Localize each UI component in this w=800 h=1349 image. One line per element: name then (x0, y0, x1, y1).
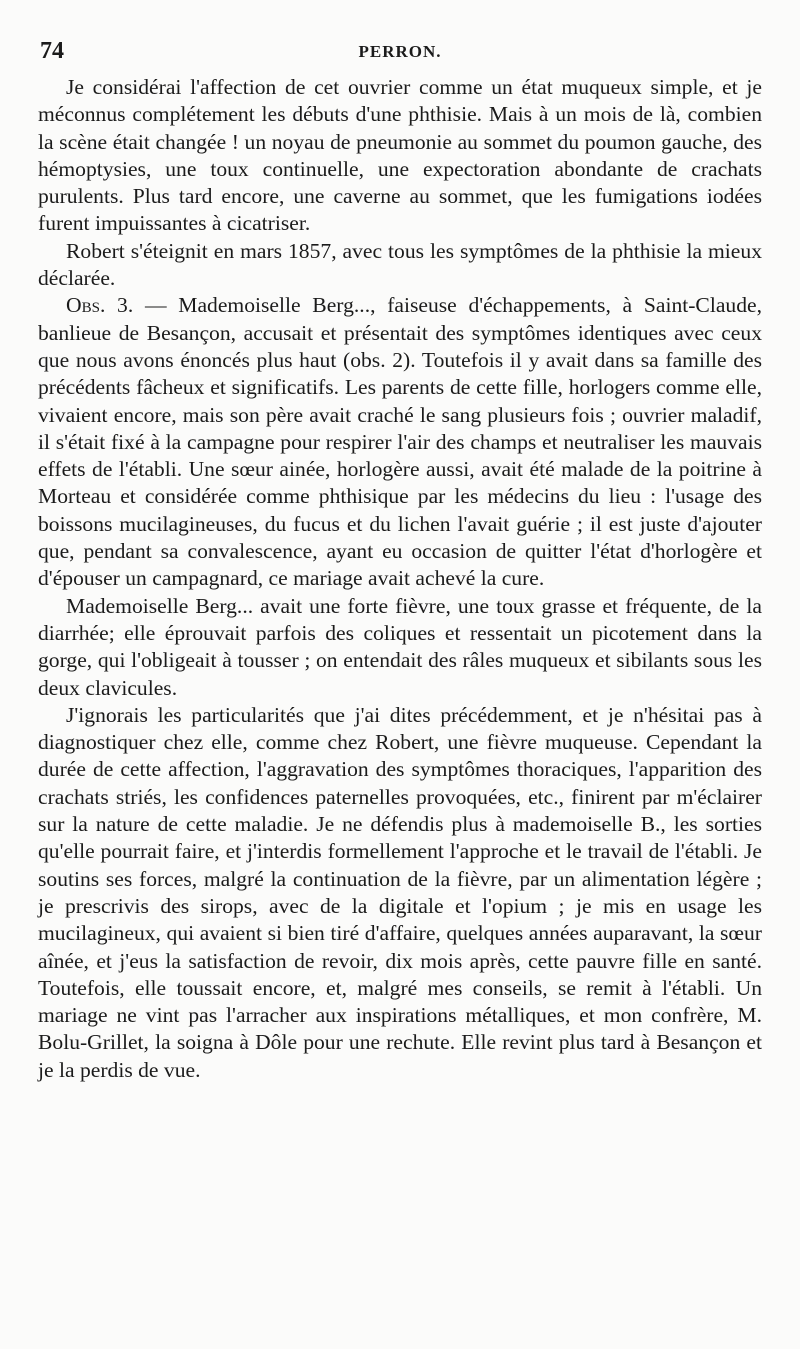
observation-paragraph (38, 292, 762, 592)
observation-text: — Mademoiselle Berg..., faiseuse d'échappements, à Saint-Claude, banlieue de Besançon, accusait et présentait des symptômes identiques avec ceux que nous avons énoncés plus haut (obs. 2). Toutefois il y avait dans sa famille des précédents fâcheux et significatifs. Les parents de cette fille, horlogers comme elle, vivaient encore, mais son père avait craché le sang plusieurs fois ; ouvrier maladif, il s'était fixé à la campagne pour respirer l'air des champs et neutraliser les mauvais effets de l'établi. Une sœur ainée, horlogère aussi, avait été malade de la poitrine à Morteau et considérée comme phthisique par les médecins du lieu : l'usage des boissons mucilagineuses, du fucus et du lichen l'avait guérie ; il est juste d'ajouter que, pendant sa convalescence, ayant eu occasion de quitter l'état d'horlogère et d'épouser un campagnard, ce mariage avait achevé la cure. (38, 293, 762, 591)
running-head: PERRON. (358, 42, 442, 61)
paragraph: Mademoiselle Berg... avait une forte fièvre, une toux grasse et fréquente, de la diarrhée; elle éprouvait parfois des coliques et ressentait un picotement dans la gorge, qui l'obligeait à tousser ; on entendait des râles muqueux et sibilants sous les deux clavicules. (38, 593, 762, 700)
paragraph: J'ignorais les particularités que j'ai dites précédemment, et je n'hésitai pas à diagnostiquer chez elle, comme chez Robert, une fièvre muqueuse. Cependant la durée de cette affection, l'aggravation des symptômes thoraciques, l'apparition des crachats striés, les confidences paternelles provoquées, etc., finirent par m'éclairer sur la nature de cette maladie. Je ne défendis plus à mademoiselle B., les sorties qu'elle pourrait faire, et j'interdis formellement l'approche et le travail de l'établi. Je soutins ses forces, malgré la continuation de la fièvre, par un alimentation légère ; je prescrivis des sirops, avec de la digitale et l'opium ; je mis en usage les mucilagineux, qui avaient si bien tiré d'affaire, quelques années auparavant, la sœur aînée, et j'eus la satisfaction de revoir, dix mois après, cette pauvre fille en santé. Toutefois, elle toussait encore, et, malgré mes conseils, se remit à l'établi. Un mariage ne vint pas l'arracher aux inspirations métalliques, et mon confrère, M. Bolu-Grillet, la soigna à Dôle pour une rechute. Elle revint plus tard à Besançon et je la perdis de vue. (38, 702, 762, 1082)
page-number: 74 (40, 38, 64, 64)
body-text (38, 74, 762, 1084)
paragraph: Je considérai l'affection de cet ouvrier comme un état muqueux simple, et je méconnus complétement les débuts d'une phthisie. Mais à un mois de là, combien la scène était changée ! un noyau de pneumonie au sommet du poumon gauche, des hémoptysies, une toux continuelle, une expectoration abondante de crachats purulents. Plus tard encore, une caverne au sommet, que les fumigations iodées furent impuissantes à cicatriser. (38, 75, 762, 236)
paragraph: Robert s'éteignit en mars 1857, avec tous les symptômes de la phthisie la mieux déclarée. (38, 238, 762, 291)
observation-label: Obs. 3. (66, 293, 134, 318)
page-header (40, 38, 760, 68)
